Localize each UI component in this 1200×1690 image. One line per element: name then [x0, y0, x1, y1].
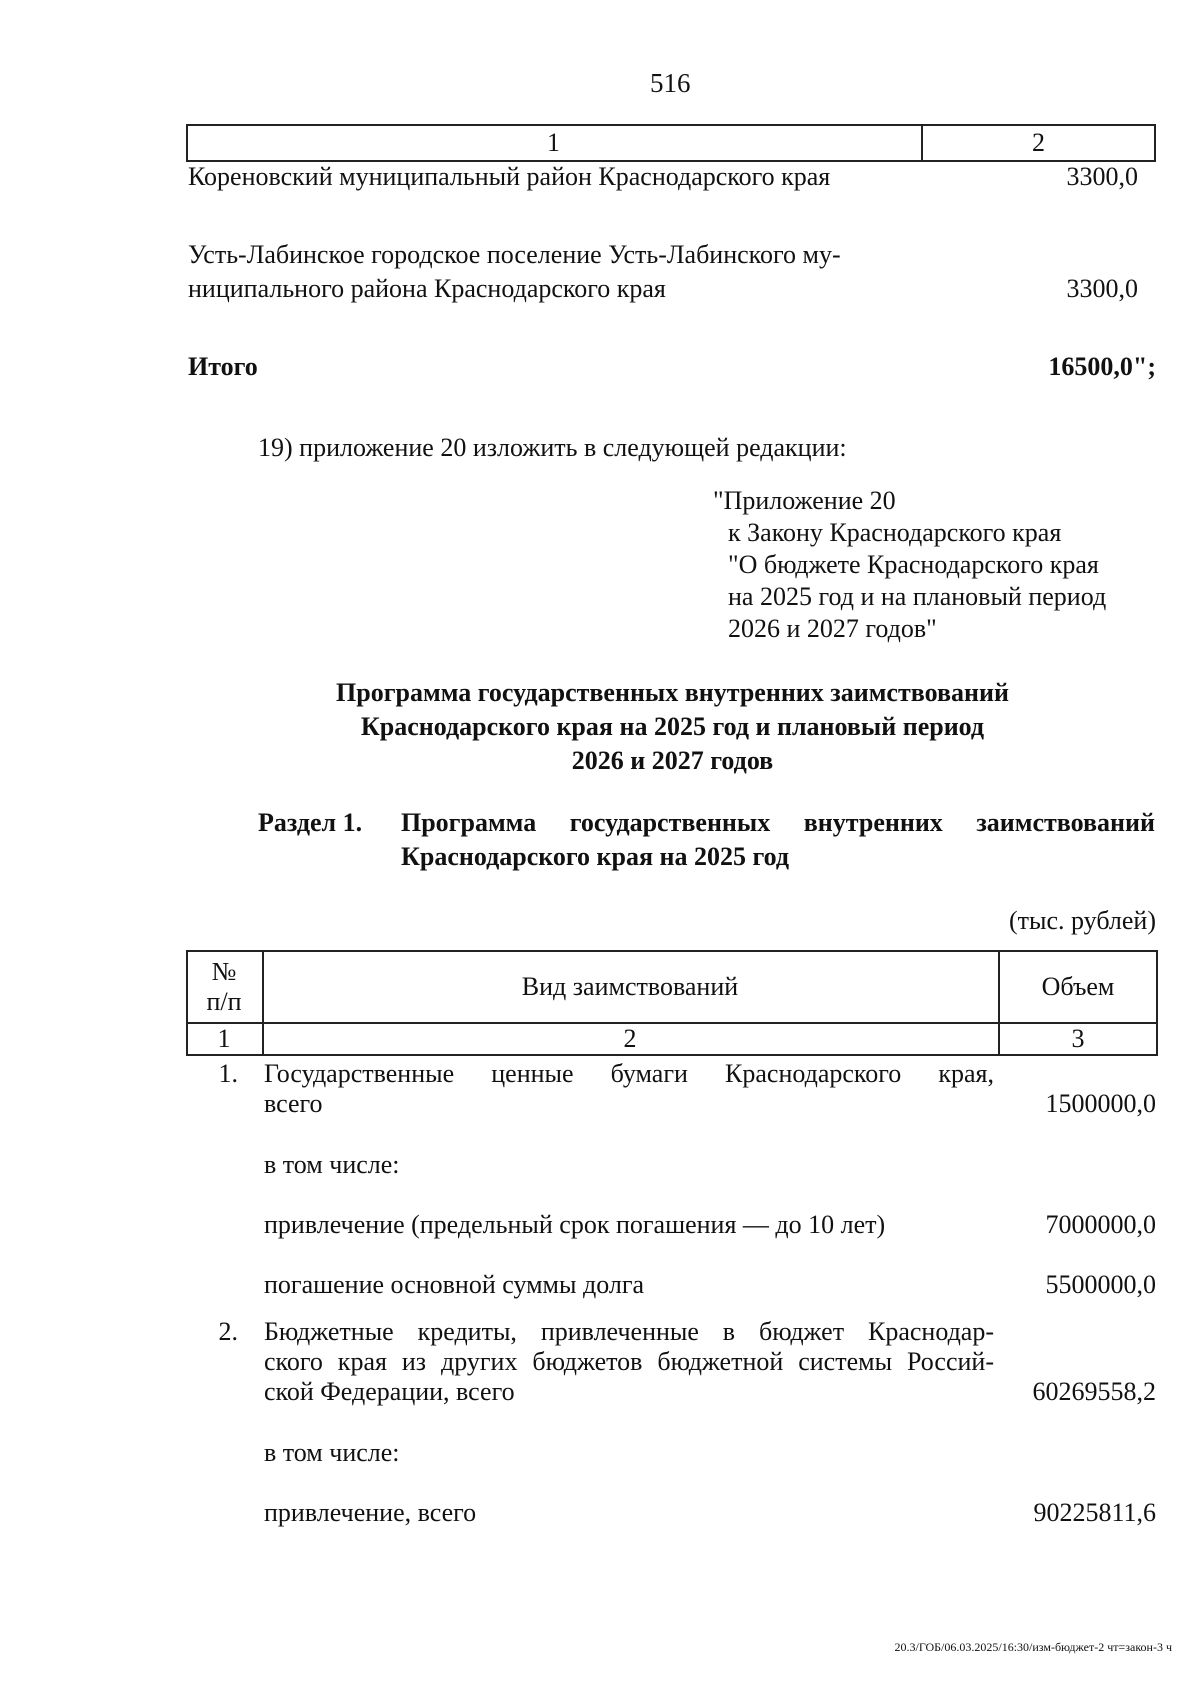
- row-korenovsky-value: 3300,0: [1066, 162, 1138, 191]
- appendix-header-line-2: к Закону Краснодарского края: [728, 518, 1062, 547]
- appendix-header-line-5: 2026 и 2027 годов": [728, 614, 937, 643]
- row-1-value: 1500000,0: [1045, 1089, 1156, 1118]
- row-ust-labinsk-name-line-2: ниципального района Краснодарского края: [188, 274, 666, 303]
- row-2-value: 60269558,2: [1032, 1377, 1156, 1406]
- col-num-header-line-2: п/п: [206, 987, 242, 1016]
- row-2-text-line-1: Бюджетные кредиты, привлеченные в бюджет Краснодар-: [264, 1317, 994, 1346]
- col-volume-header: Объем: [1041, 972, 1115, 1001]
- col-number-1: 1: [217, 1024, 231, 1053]
- page-number: 516: [650, 68, 691, 98]
- col-number-2: 2: [623, 1024, 637, 1053]
- col-number-3: 3: [1071, 1024, 1085, 1053]
- units-label: (тыс. рублей): [1008, 906, 1156, 935]
- row-2-number: 2.: [218, 1317, 238, 1346]
- section-title-line-2: Краснодарского края на 2025 год: [401, 842, 790, 871]
- footer-document-code: 20.3/ГОБ/06.03.2025/16:30/изм-бюджет-2 чт=закон-3 ч: [894, 1640, 1172, 1654]
- total-value: 16500,0";: [1048, 352, 1156, 381]
- col-num-header-line-1: №: [211, 957, 237, 986]
- row-1-repayment-text: погашение основной суммы долга: [264, 1270, 645, 1299]
- amendment-item: 19) приложение 20 изложить в следующей редакции:: [258, 433, 847, 462]
- row-ust-labinsk-name-line-1: Усть-Лабинское городское поселение Усть-Лабинского му-: [188, 240, 841, 269]
- row-2-attraction-value: 90225811,6: [1033, 1498, 1156, 1527]
- row-ust-labinsk-value: 3300,0: [1066, 274, 1138, 303]
- row-2-text-line-3: ской Федерации, всего: [264, 1377, 515, 1406]
- row-1-in-that-number: в том числе:: [264, 1150, 400, 1179]
- section-label: Раздел 1.: [258, 808, 363, 837]
- program-title-line-1: Программа государственных внутренних заимствований: [336, 678, 1009, 707]
- total-label: Итого: [188, 352, 258, 381]
- row-1-attraction-value: 7000000,0: [1045, 1210, 1156, 1239]
- row-2-in-that-number: в том числе:: [264, 1438, 400, 1467]
- row-1-attraction-text: привлечение (предельный срок погашения — до 10 лет): [264, 1210, 886, 1239]
- row-2-attraction-text: привлечение, всего: [264, 1498, 477, 1527]
- section-title-line-1: Программа государственных внутренних заимствований: [401, 808, 1155, 837]
- appendix-header-line-4: на 2025 год и на плановый период: [728, 582, 1107, 611]
- program-title-line-3: 2026 и 2027 годов: [571, 746, 774, 775]
- continuation-col-2-number: 2: [1032, 128, 1045, 157]
- row-1-text-line-1: Государственные ценные бумаги Краснодарского края,: [264, 1059, 994, 1088]
- row-1-repayment-value: 5500000,0: [1045, 1270, 1156, 1299]
- col-num-header: [186, 952, 262, 1022]
- row-2-text-line-2: ского края из других бюджетов бюджетной системы Россий-: [264, 1347, 994, 1376]
- program-title-line-2: Краснодарского края на 2025 год и плановый период: [360, 712, 985, 741]
- row-1-text-line-2: всего: [264, 1089, 323, 1118]
- row-1-number: 1.: [218, 1059, 238, 1088]
- appendix-header-line-3: "О бюджете Краснодарского края: [728, 550, 1099, 579]
- appendix-header-line-1: "Приложение 20: [713, 486, 896, 515]
- row-korenovsky-name: Кореновский муниципальный район Краснодарского края: [188, 162, 831, 191]
- continuation-col-1-number: 1: [547, 128, 560, 157]
- col-type-header: Вид заимствований: [521, 972, 739, 1001]
